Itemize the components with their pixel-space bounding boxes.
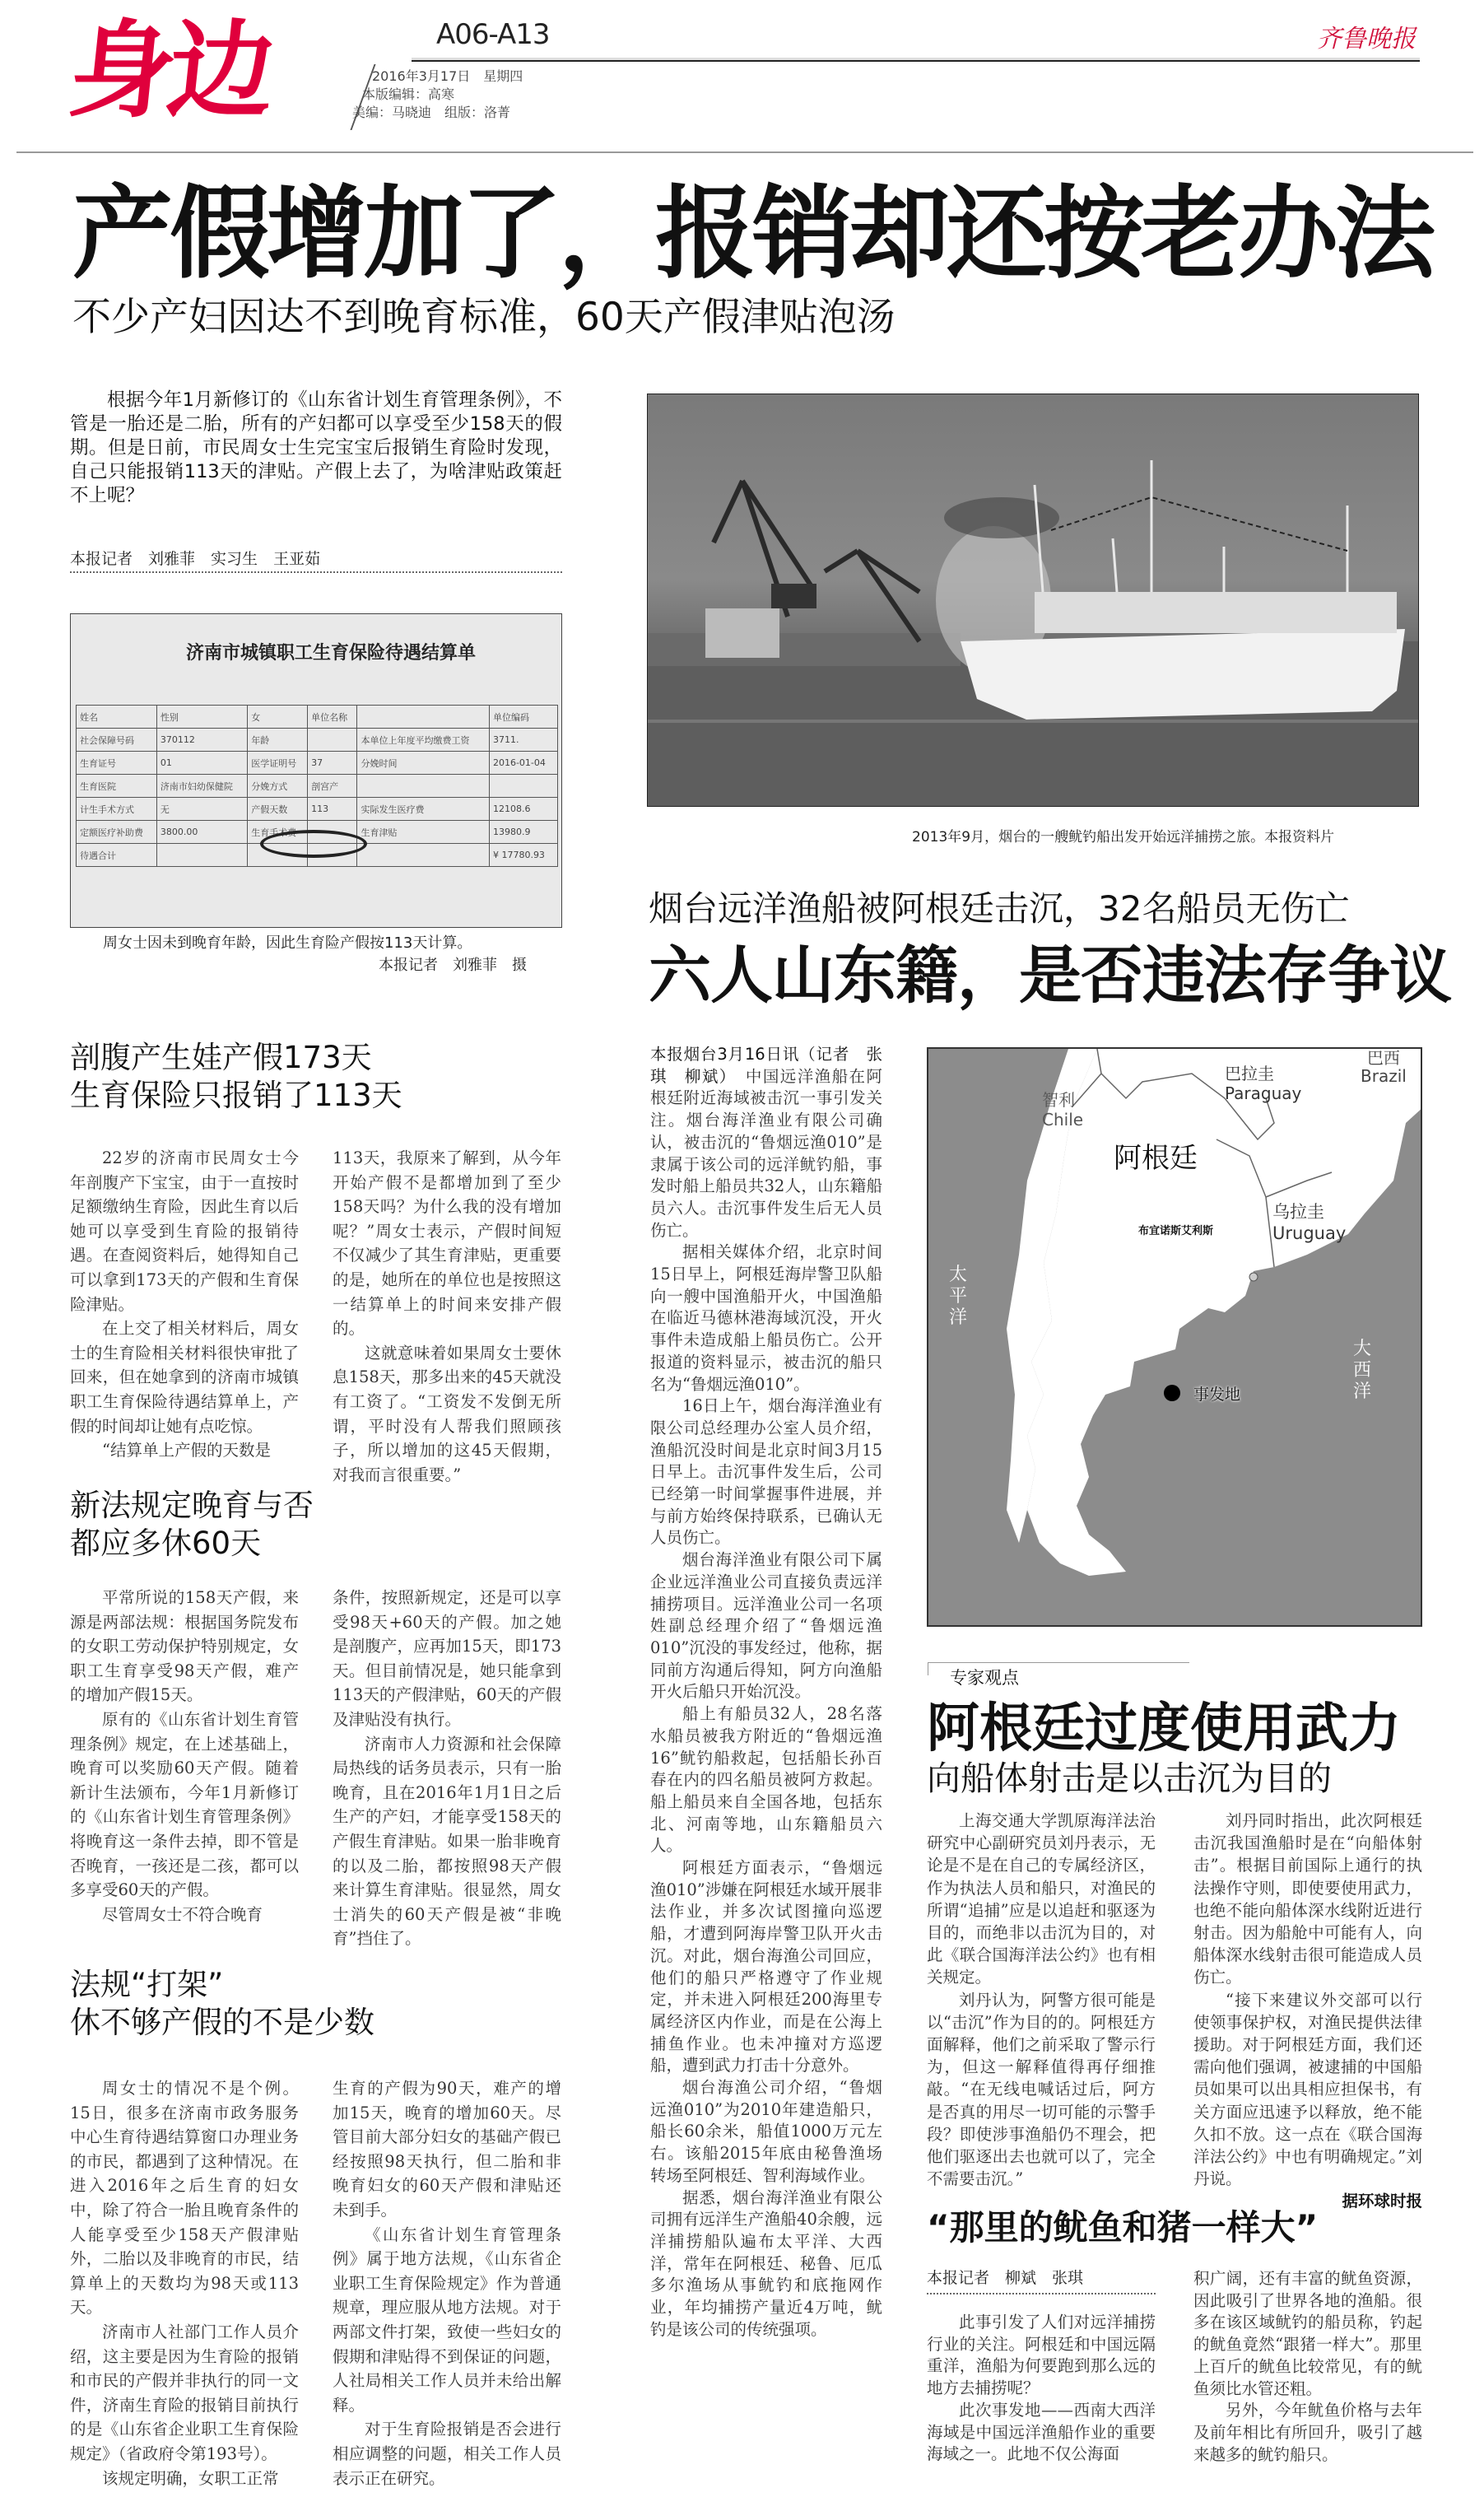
page-design: 美编：马晓迪 组版：洛菁 bbox=[352, 105, 511, 120]
paragraph: 这就意味着如果周女士要休息158天，那多出来的45天就没有工资了。“工资发不发倒无所谓，平时没有人帮我们照顾孩子，所以增加的这45天假期，对我而言很重要。” bbox=[333, 1343, 561, 1484]
paragraph bbox=[650, 1044, 882, 1242]
ship-story-headline: 六人山东籍，是否违法存争议 bbox=[649, 939, 1451, 1012]
paragraph: 对于生育险报销是否会进行相应调整的问题，相关工作人员表示正在研究。 bbox=[333, 2420, 561, 2488]
document-cell: 生育证号 bbox=[77, 752, 157, 775]
article-column bbox=[70, 1146, 299, 1463]
paragraph: 另外，今年鱿鱼价格与去年及前年相比有所回升，吸引了越来越多的鱿钓船只。 bbox=[1193, 2401, 1422, 2464]
section-heading bbox=[70, 1039, 402, 1115]
document-cell: 计生手术方式 bbox=[77, 798, 157, 821]
document-cell: 产假天数 bbox=[248, 798, 308, 821]
paragraph: 尽管周女士不符合晚育 bbox=[102, 1904, 263, 1924]
paragraph: 原有的《山东省计划生育管理条例》规定，在上述基础上，晚育可以奖励60天产假。随着新计生法颁布，今年1月新修订的《山东省计划生育管理条例》将晚育这一条件去掉，即不管是否晚育，一孩还是二孩，都可以多享受60天的产假。 bbox=[70, 1709, 299, 1900]
expert-column bbox=[927, 1810, 1156, 2190]
paragraph: 刘丹认为，阿警方很可能是以“击沉”作为目的的。阿根廷方面解释，他们之前采取了警示行为，但这一解释值得再仔细推敲。“在无线电喊话过后，阿方是否真的用尽一切可能的示警手段？即使涉事渔船仍不理会，把他们驱逐出去也就可以了，完全不需要击沉。” bbox=[927, 1990, 1156, 2189]
document-row bbox=[77, 775, 558, 798]
article-column bbox=[70, 2076, 299, 2490]
map-label-argentina: 阿根廷 bbox=[1114, 1142, 1198, 1175]
heading-line: 生育保险只报销了113天 bbox=[70, 1078, 402, 1113]
document-row bbox=[77, 752, 558, 775]
header-rule bbox=[412, 58, 1420, 62]
document-row bbox=[77, 706, 558, 729]
paragraph-text: 中国远洋渔船在阿根廷附近海域被击沉一事引发关注。烟台海洋渔业有限公司确认，被击沉的“鲁烟远渔010”是隶属于该公司的远洋鱿钓船，事发时船上船员共32人，山东籍船员六人。击沉事件发生后无人员伤亡。 bbox=[650, 1066, 882, 1240]
paragraph: 阿根廷方面表示，“鲁烟远渔010”涉嫌在阿根廷水域开展非法作业，并多次试图撞向巡逻船，才遭到阿海岸警卫队开火击沉。对此，烟台海渔公司回应，他们的船只严格遵守了作业规定，并未进入阿根廷200海里专属经济区内作业，而是在公海上捕鱼作业。也未冲撞对方巡逻船，遭到武力打击十分意外。 bbox=[650, 1858, 882, 2075]
heading-line: 新法规定晚育与否 bbox=[70, 1488, 314, 1523]
map-label-atlantic: 大西洋 bbox=[1353, 1339, 1372, 1402]
document-cell: 无 bbox=[156, 798, 247, 821]
ship-photo-caption: 2013年9月，烟台的一艘鱿钓船出发开始远洋捕捞之旅。本报资料片 bbox=[912, 829, 1335, 846]
paragraph: 积广阔，还有丰富的鱿鱼资源，因此吸引了世界各地的渔船。很多在该区域鱿钓的船员称，钓起的鱿鱼竟然“跟猪一样大”。那里上百斤的鱿鱼比较常见，有的鱿鱼须比水管还粗。 bbox=[1193, 2269, 1422, 2398]
document-cell: 女 bbox=[248, 706, 308, 729]
ship-story-subheadline: 烟台远洋渔船被阿根廷击沉，32名船员无伤亡 bbox=[649, 888, 1350, 929]
article-column bbox=[333, 1146, 561, 1487]
dotted-divider bbox=[927, 2293, 1156, 2294]
expert-headline: 阿根廷过度使用武力 bbox=[927, 1698, 1401, 1759]
paragraph: 条件，按照新规定，还是可以享受98天+60天的产假。加之她是剖腹产，应再加15天，即173天。但目前情况是，她只能拿到113天的产假津贴，60天的产假及津贴没有执行。 bbox=[333, 1588, 561, 1729]
document-photo-credit: 本报记者 刘雅菲 摄 bbox=[379, 957, 527, 974]
squid-column bbox=[1193, 2268, 1422, 2466]
document-cell: 本单位上年度平均缴费工资 bbox=[357, 729, 489, 752]
paragraph: 113天，我原来了解到，从今年开始产假不是都增加到了至少158天吗？为什么我的没有增加呢？”周女士表示，产假时间短不仅减少了其生育津贴，更重要的是，她所在的单位也是按照这一结算单上的时间来安排产假的。 bbox=[333, 1148, 561, 1339]
map-label-uruguay: 乌拉圭 Uruguay bbox=[1272, 1202, 1347, 1243]
ship-story-column bbox=[650, 1044, 882, 2341]
squid-column bbox=[927, 2312, 1156, 2466]
document-cell: 37 bbox=[308, 752, 357, 775]
source-credit: 据环球时报 bbox=[1342, 2192, 1422, 2211]
paragraph: 烟台海渔公司介绍，“鲁烟远渔010”为2010年建造船只，船长60余米，船值1000万元左右。该船2015年底由秘鲁渔场转场至阿根廷、智利海域作业。 bbox=[650, 2078, 882, 2185]
paragraph: 船上有船员32人，28名落水船员被我方附近的“鲁烟远渔16”鱿钓船救起，包括船长孙百春在内的四名船员被阿方救起。船上船员来自全国各地，包括东北、河南等地，山东籍船员六人。 bbox=[650, 1704, 882, 1856]
paragraph: 刘丹同时指出，此次阿根廷击沉我国渔船时是在“向船体射击”。根据目前国际上通行的执法操作守则，即使要使用武力，也绝不能向船体深水线附近进行射击。因为船舱中可能有人，向船体深水线射击很可能造成人员伤亡。 bbox=[1193, 1811, 1422, 1987]
document-cell: 实际发生医疗费 bbox=[357, 798, 489, 821]
byline: 本报记者 刘雅菲 实习生 王亚茹 bbox=[70, 550, 321, 568]
document-cell: 2016-01-04 bbox=[489, 752, 557, 775]
expert-tag: 专家观点 bbox=[947, 1665, 1022, 1689]
section-heading bbox=[70, 1487, 314, 1563]
document-cell: 单位编码 bbox=[489, 706, 557, 729]
document-cell: 生育医院 bbox=[77, 775, 157, 798]
lede-paragraph: 根据今年1月新修订的《山东省计划生育管理条例》，不管是一胎还是二胎，所有的产妇都可以享受至少158天的假期。但是日前，市民周女士生完宝宝后报销生育险时发现，自己只能报销113天的津贴。产假上去了，为啥津贴政策赶不上呢？ bbox=[70, 389, 562, 506]
document-cell: 姓名 bbox=[77, 706, 157, 729]
document-cell bbox=[357, 844, 489, 867]
squid-byline: 本报记者 柳斌 张琪 bbox=[927, 2269, 1084, 2287]
document-cell: 济南市妇幼保健院 bbox=[156, 775, 247, 798]
document-cell: 定额医疗补助费 bbox=[77, 821, 157, 844]
dateline: 本报烟台3月16日讯（记者 张琪 柳斌） bbox=[650, 1045, 882, 1086]
paragraph: 《山东省计划生育管理条例》属于地方法规，《山东省企业职工生育保险规定》作为普通规章，理应服从地方法规。对于两部文件打架，致使一些妇女的假期和津贴得不到保证的问题，人社局相关工作人员并未给出解释。 bbox=[333, 2224, 561, 2415]
document-cell: 医学证明号 bbox=[248, 752, 308, 775]
document-cell: 生育津贴 bbox=[357, 821, 489, 844]
document-cell: 性别 bbox=[156, 706, 247, 729]
paragraph: 此事引发了人们对远洋捕捞行业的关注。阿根廷和中国远隔重洋，渔船为何要跑到那么远的地方去捕捞呢？ bbox=[927, 2313, 1156, 2398]
document-cell: 单位名称 bbox=[308, 706, 357, 729]
document-cell: 分娩时间 bbox=[357, 752, 489, 775]
map-label-brazil: 巴西 Brazil bbox=[1361, 1048, 1407, 1086]
paragraph: 据相关媒体介绍，北京时间15日早上，阿根廷海岸警卫队船向一艘中国渔船开火，中国渔船在临近马德林港海域沉没，开火事件未造成船上船员伤亡。公开报道的资料显示，被击沉的船只名为“鲁烟远渔010”。 bbox=[650, 1242, 882, 1394]
document-cell: 分娩方式 bbox=[248, 775, 308, 798]
document-cell: 年龄 bbox=[248, 729, 308, 752]
document-cell: 剖宫产 bbox=[308, 775, 357, 798]
document-cell: 12108.6 bbox=[489, 798, 557, 821]
paragraph: 此次事发地——西南大西洋海域是中国远洋渔船作业的重要海域之一。此地不仅公海面 bbox=[927, 2400, 1156, 2464]
newspaper-logo: 齐鲁晚报 bbox=[1317, 25, 1416, 54]
document-row bbox=[77, 729, 558, 752]
expert-subheadline: 向船体射击是以击沉为目的 bbox=[927, 1759, 1332, 1798]
document-cell bbox=[308, 729, 357, 752]
article-column bbox=[333, 1586, 561, 1951]
heading-line: 剖腹产生娃产假173天 bbox=[70, 1040, 372, 1075]
document-cell: 3711. bbox=[489, 729, 557, 752]
map-label-buenos-aires: 布宜诺斯艾利斯 bbox=[1138, 1225, 1214, 1237]
document-cell: 社会保障号码 bbox=[77, 729, 157, 752]
paragraph: 上海交通大学凯原海洋法治研究中心副研究员刘丹表示，无论是不是在自己的专属经济区，作为执法人员和船只，对渔民的所谓“追捕”应是以追赶和驱逐为目的，而绝非以击沉为目的，对此《联合国海洋法公约》也有相关规定。 bbox=[927, 1811, 1156, 1987]
article-column bbox=[70, 1586, 299, 1926]
document-title: 济南市城镇职工生育保险待遇结算单 bbox=[186, 643, 477, 664]
paragraph: 烟台海洋渔业有限公司下属企业远洋渔业公司直接负责远洋捕捞项目。远洋渔业公司一名项姓副总经理介绍了“鲁烟远渔010”沉没的事发经过，他称，据同前方沟通后得知，阿方向渔船开火后船只开始沉没。 bbox=[650, 1550, 882, 1702]
divider bbox=[16, 151, 1473, 153]
paragraph: 在上交了相关材料后，周女士的生育险相关材料很快审批了回来，但在她拿到的济南市城镇职工生育保险待遇结算单上，产假的时间却让她有点吃惊。 bbox=[70, 1319, 299, 1436]
document-cell: 01 bbox=[156, 752, 247, 775]
incident-marker bbox=[1164, 1385, 1180, 1401]
document-cell bbox=[156, 844, 247, 867]
heading-line: 休不够产假的不是少数 bbox=[70, 2005, 374, 2040]
paragraph: 22岁的济南市民周女士今年剖腹产下宝宝，由于一直按时足额缴纳生育险，因此生育以后她可以享受到生育险的报销待遇。在查阅资料后，她得知自己可以拿到173天的产假和生育保险津贴。 bbox=[70, 1148, 299, 1314]
document-cell: 3800.00 bbox=[156, 821, 247, 844]
document-cell bbox=[357, 706, 489, 729]
document-row bbox=[77, 798, 558, 821]
settlement-document-photo bbox=[70, 613, 562, 928]
circled-value bbox=[260, 830, 367, 858]
paragraph: 生育的产假为90天，难产的增加15天，晚育的增加60天。尽管目前大部分妇女的基础产假已经按照98天执行，但二胎和非晚育妇女的60天产假和津贴还未到手。 bbox=[333, 2079, 561, 2220]
document-cell: 113 bbox=[308, 798, 357, 821]
dotted-divider bbox=[70, 571, 562, 573]
heading-line: 都应多休60天 bbox=[70, 1526, 262, 1561]
document-cell: 13980.9 bbox=[489, 821, 557, 844]
document-photo-caption: 周女士因未到晚育年龄，因此生育险产假按113天计算。 bbox=[103, 934, 472, 952]
document-cell: 待遇合计 bbox=[77, 844, 157, 867]
ship-illustration bbox=[648, 394, 1419, 807]
document-cell: 370112 bbox=[156, 729, 247, 752]
map-label-pacific: 太平洋 bbox=[949, 1265, 968, 1328]
map-label-chile: 智利 Chile bbox=[1042, 1090, 1084, 1130]
buenos-aires-marker bbox=[1249, 1273, 1258, 1281]
paragraph: 济南市人社部门工作人员介绍，这主要是因为生育险的报销和市民的产假并非执行的同一文件，济南生育险的报销目前执行的是《山东省企业职工生育保险规定》（省政府令第193号）。 bbox=[70, 2322, 299, 2463]
paragraph: “结算单上产假的天数是 bbox=[102, 1441, 271, 1460]
document-cell bbox=[489, 775, 557, 798]
paragraph: 据悉，烟台海洋渔业有限公司拥有远洋生产渔船40余艘，远洋捕捞船队遍布太平洋、大西洋，常年在阿根廷、秘鲁、厄瓜多尔渔场从事鱿钓和底拖网作业，年均捕捞产量近4万吨，鱿钓是该公司的传统强项。 bbox=[650, 2187, 882, 2339]
expert-column bbox=[1193, 1810, 1422, 2213]
squid-headline: “那里的鱿鱼和猪一样大” bbox=[927, 2207, 1319, 2248]
paragraph: 周女士的情况不是个例。15日，很多在济南市政务服务中心生育待遇结算窗口办理业务的市民，都遇到了这种情况。在进入2016年之后生育的妇女中，除了符合一胎且晚育条件的人能享受至少158天产假津贴外，二胎以及非晚育的市民，结算单上的天数均为98天或113天。 bbox=[70, 2079, 299, 2318]
heading-line: 法规“打架” bbox=[70, 1967, 224, 2002]
issue-date: 2016年3月17日 星期四 bbox=[372, 68, 523, 84]
paragraph: 济南市人力资源和社会保障局热线的话务员表示，只有一胎晚育，且在2016年1月1日之后生产的产妇，才能享受158天的产假生育津贴。如果一胎非晚育的以及二胎，都按照98天产假来计算生育津贴。很显然，周女士消失的60天产假是被“非晚育”挡住了。 bbox=[333, 1734, 561, 1949]
page-editor: 本版编辑：高寒 bbox=[362, 86, 455, 102]
document-cell: ¥ 17780.93 bbox=[489, 844, 557, 867]
map-label-incident: 事发地 bbox=[1193, 1386, 1241, 1404]
fishing-ship-photo bbox=[647, 394, 1419, 807]
paragraph: “接下来建议外交部可以行使领事保护权，对渔民提供法律援助。对于阿根廷方面，我们还需向他们强调，被逮捕的中国船员如果可以出具相应担保书，有关方面应迅速予以释放，绝不能久扣不放。这一点在《联合国海洋法公约》中也有明确规定。”刘丹说。 bbox=[1193, 1990, 1422, 2189]
argentina-map bbox=[927, 1047, 1422, 1627]
section-heading bbox=[70, 1966, 374, 2042]
page-range: A06-A13 bbox=[436, 18, 550, 51]
paragraph: 平常所说的158天产假，来源是两部法规：根据国务院发布的女职工劳动保护特别规定，女职工生育享受98天产假，难产的增加产假15天。 bbox=[70, 1588, 299, 1705]
document-cell bbox=[357, 775, 489, 798]
section-logo: 身边 bbox=[63, 10, 274, 133]
main-subheadline: 不少产妇因达不到晚育标准，60天产假津贴泡汤 bbox=[72, 295, 896, 340]
article-column bbox=[333, 2076, 561, 2490]
map-label-paraguay: 巴拉圭 Paraguay bbox=[1225, 1064, 1302, 1103]
land bbox=[1027, 1049, 1422, 1576]
document-cell: 生育手术费 bbox=[248, 821, 308, 844]
paragraph: 16日上午，烟台海洋渔业有限公司总经理办公室人员介绍，渔船沉没时间是北京时间3月15日早上。击沉事件发生后，公司已经第一时间掌握事件进展，并与前方始终保持联系，已确认无人员伤亡。 bbox=[650, 1396, 882, 1548]
paragraph: 该规定明确，女职工正常 bbox=[102, 2468, 279, 2488]
main-headline: 产假增加了，报销却还按老办法 bbox=[72, 175, 1432, 292]
